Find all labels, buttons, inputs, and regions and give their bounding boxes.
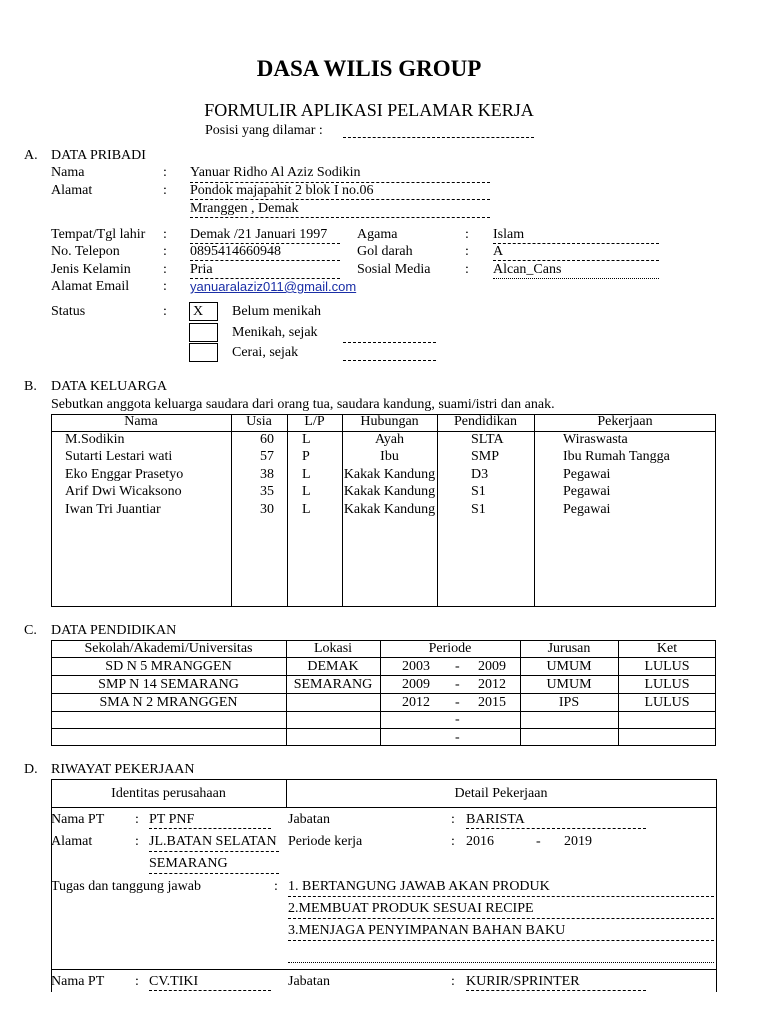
divorced-since-field[interactable] [343,360,436,361]
colon: : [135,812,139,827]
work-address-underline-2 [149,873,279,874]
section-d-letter: D. [24,762,38,777]
education-cell-school: SMA N 2 MRANGGEN [99,695,238,710]
family-cell-name: Eko Enggar Prasetyo [65,467,184,482]
duty-item[interactable]: 2.MEMBUAT PRODUK SESUAI RECIPE [288,901,534,916]
colon: : [163,262,167,277]
status-checkbox-divorced[interactable] [189,343,218,362]
position-underline [466,990,646,991]
phone-value[interactable]: 0895414660948 [190,244,281,259]
address-label: Alamat [51,183,93,198]
section-b-title: DATA KELUARGA [51,379,167,394]
section-c-title: DATA PENDIDIKAN [51,623,177,638]
colon: : [465,227,469,242]
row-divider [51,728,716,729]
row-divider [51,675,716,676]
family-cell-name: M.Sodikin [65,432,125,447]
colon: : [451,974,455,989]
company-underline [149,828,271,829]
education-cell-location: DEMAK [307,659,359,674]
period-to[interactable]: 2019 [564,834,592,849]
family-cell-age: 57 [260,449,274,464]
position-value[interactable]: BARISTA [466,812,525,827]
address-underline-1 [190,199,490,200]
religion-label: Agama [357,227,398,242]
family-header-sex: L/P [304,414,325,429]
duty-underline [288,940,714,941]
education-cell-note: LULUS [644,695,690,710]
colon: : [135,974,139,989]
family-cell-job: Wiraswasta [563,432,628,447]
family-cell-education: D3 [471,467,489,482]
work-address-underline-1 [149,851,279,852]
education-cell-school: SD N 5 MRANGGEN [105,659,232,674]
colon: : [451,834,455,849]
education-cell-sep: - [455,677,460,692]
work-address-line1[interactable]: JL.BATAN SELATAN [149,834,277,849]
blood-label: Gol darah [357,244,413,259]
duty-item[interactable]: 3.MENJAGA PENYIMPANAN BAHAN BAKU [288,923,566,938]
family-cell-relation: Ayah [374,432,405,447]
education-cell-school: SMP N 14 SEMARANG [98,677,239,692]
phone-label: No. Telepon [51,244,120,259]
education-cell-sep: - [455,712,460,727]
family-header-age: Usia [246,414,272,429]
family-cell-relation: Kakak Kandung [343,502,436,517]
colon: : [163,244,167,259]
education-cell-major: IPS [558,695,580,710]
education-cell-location: SEMARANG [293,677,373,692]
family-cell-education: SMP [471,449,500,464]
family-cell-job: Ibu Rumah Tangga [563,449,670,464]
status-option-married: Menikah, sejak [232,325,318,340]
education-cell-to: 2015 [478,695,506,710]
duty-underline [288,918,714,919]
phone-underline [190,260,340,261]
religion-value[interactable]: Islam [493,227,525,242]
colon: : [135,834,139,849]
work-address-line2[interactable]: SEMARANG [149,856,228,871]
family-cell-sex: P [302,449,310,464]
religion-underline [493,243,659,244]
status-checkbox-single[interactable] [189,302,218,321]
colon: : [163,279,167,294]
education-header-note: Ket [656,641,678,656]
family-cell-job: Pegawai [563,484,611,499]
col-divider [287,414,288,607]
section-b-letter: B. [24,379,37,394]
family-header-job: Pekerjaan [597,414,653,429]
colon: : [465,262,469,277]
duty-underline [288,896,714,897]
position-label: Posisi yang dilamar : [205,123,323,138]
blood-underline [493,260,659,261]
work-table-top [51,779,716,780]
education-cell-from: 2012 [402,695,430,710]
education-cell-major: UMUM [546,659,592,674]
company-underline [149,990,271,991]
family-cell-relation: Kakak Kandung [343,484,436,499]
section-a-title: DATA PRIBADI [51,148,146,163]
family-cell-education: SLTA [471,432,504,447]
duty-underline [288,962,714,963]
family-cell-name: Iwan Tri Juantiar [65,502,161,517]
colon: : [274,879,278,894]
company-label: Nama PT [51,812,105,827]
colon: : [465,244,469,259]
social-value[interactable]: Alcan_Cans [493,262,562,277]
gender-label: Jenis Kelamin [51,262,131,277]
family-cell-sex: L [302,502,311,517]
family-cell-age: 30 [260,502,274,517]
row-divider [51,657,716,658]
address-line1[interactable]: Pondok majapahit 2 blok I no.06 [190,183,374,198]
blood-value[interactable]: A [493,244,504,259]
education-cell-major: UMUM [546,677,592,692]
position-label: Jabatan [288,974,330,989]
education-cell-to: 2012 [478,677,506,692]
family-instruction: Sebutkan anggota keluarga saudara dari orang tua, saudara kandung, suami/istri dan anak. [51,397,555,412]
work-header-divider [51,807,716,808]
duties-label: Tugas dan tanggung jawab [51,879,201,894]
family-header-relation: Hubungan [360,414,419,429]
status-label: Status [51,304,86,319]
colon: : [163,165,167,180]
colon: : [163,183,167,198]
education-cell-from: 2009 [402,677,430,692]
row-divider [51,711,716,712]
colon: : [163,304,167,319]
education-header-school: Sekolah/Akademi/Universitas [84,641,253,656]
married-since-field[interactable] [343,342,436,343]
family-cell-sex: L [302,432,311,447]
family-header-name: Nama [124,414,158,429]
education-header-location: Lokasi [313,641,353,656]
education-cell-sep: - [455,695,460,710]
work-header-detail: Detail Pekerjaan [454,786,548,801]
address-underline-2 [190,217,490,218]
family-cell-age: 35 [260,484,274,499]
family-cell-relation: Kakak Kandung [343,467,436,482]
social-underline [493,278,659,279]
name-value[interactable]: Yanuar Ridho Al Aziz Sodikin [190,165,361,180]
family-cell-age: 60 [260,432,274,447]
section-d-title: RIWAYAT PEKERJAAN [51,762,195,777]
work-entry-divider [51,969,716,970]
company-value[interactable]: CV.TIKI [149,974,199,989]
work-table-right [716,779,717,992]
family-cell-name: Arif Dwi Wicaksono [65,484,182,499]
family-cell-name: Sutarti Lestari wati [65,449,173,464]
period-label: Periode kerja [288,834,363,849]
birth-value[interactable]: Demak /21 Januari 1997 [190,227,328,242]
period-from[interactable]: 2016 [466,834,494,849]
family-cell-relation: Ibu [380,449,399,464]
duty-item[interactable]: 1. BERTANGUNG JAWAB AKAN PRODUK [288,879,550,894]
education-cell-sep: - [455,730,460,745]
education-cell-from: 2003 [402,659,430,674]
family-cell-job: Pegawai [563,467,611,482]
education-cell-note: LULUS [644,677,690,692]
position-value[interactable]: KURIR/SPRINTER [466,974,580,989]
colon: : [163,227,167,242]
education-header-period: Periode [428,641,472,656]
name-label: Nama [51,165,85,180]
education-header-major: Jurusan [547,641,591,656]
company-label: Nama PT [51,974,105,989]
status-option-divorced: Cerai, sejak [232,345,299,360]
gender-value[interactable]: Pria [190,262,213,277]
company-value[interactable]: PT PNF [149,812,195,827]
family-header-education: Pendidikan [454,414,517,429]
section-a-letter: A. [24,148,38,163]
position-label: Jabatan [288,812,330,827]
col-divider [437,414,438,607]
col-divider [534,414,535,607]
form-title: FORMULIR APLIKASI PELAMAR KERJA [204,100,534,120]
family-cell-job: Pegawai [563,502,611,517]
family-cell-sex: L [302,484,311,499]
family-cell-sex: L [302,467,311,482]
status-option-single: Belum menikah [232,304,322,319]
address-label: Alamat [51,834,93,849]
section-c-letter: C. [24,623,37,638]
education-cell-to: 2009 [478,659,506,674]
position-field[interactable] [343,137,534,138]
checkbox-mark: X [193,304,204,319]
colon: : [451,812,455,827]
position-underline [466,828,646,829]
family-cell-education: S1 [471,484,486,499]
birth-label: Tempat/Tgl lahir [51,227,146,242]
family-cell-age: 38 [260,467,274,482]
family-cell-education: S1 [471,502,486,517]
education-cell-note: LULUS [644,659,690,674]
row-divider [51,693,716,694]
email-link[interactable]: yanuaralaziz011@gmail.com [190,279,357,294]
social-label: Sosial Media [357,262,431,277]
email-label: Alamat Email [51,279,130,294]
address-line2[interactable]: Mranggen , Demak [190,201,299,216]
company-title: DASA WILIS GROUP [256,56,482,81]
period-sep: - [536,834,541,849]
education-cell-sep: - [455,659,460,674]
work-header-company: Identitas perusahaan [111,786,226,801]
status-checkbox-married[interactable] [189,323,218,342]
